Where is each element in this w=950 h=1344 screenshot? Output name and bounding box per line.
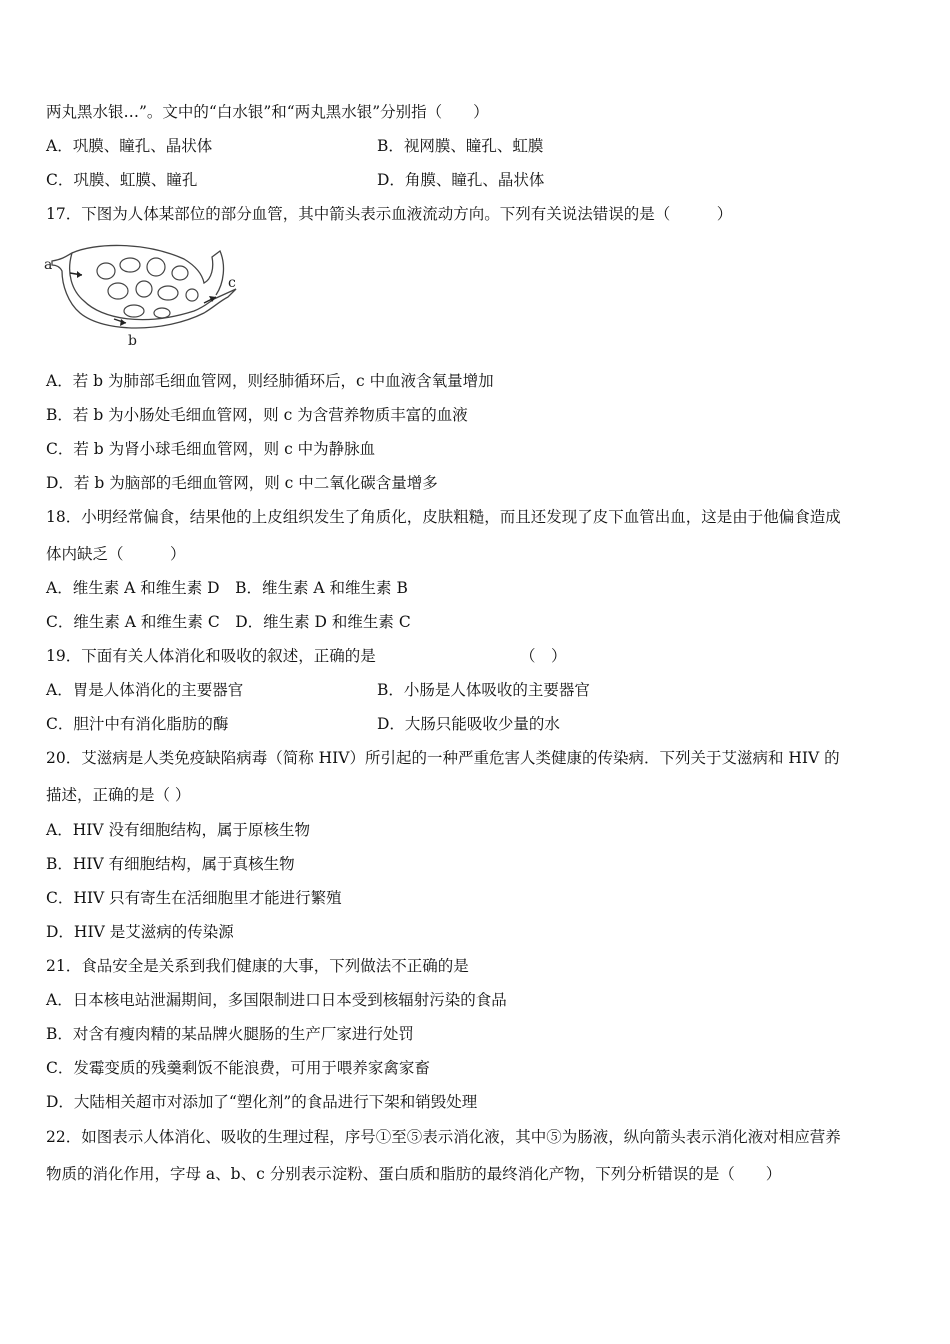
q19-option-a: A．胃是人体消化的主要器官 bbox=[46, 681, 244, 699]
q20-option-d: D．HIV 是艾滋病的传染源 bbox=[46, 923, 234, 941]
q16-option-b: B．视网膜、瞳孔、虹膜 bbox=[377, 137, 544, 155]
q20-option-c: C．HIV 只有寄生在活细胞里才能进行繁殖 bbox=[46, 889, 342, 907]
q21-option-b: B．对含有瘦肉精的某品牌火腿肠的生产厂家进行处罚 bbox=[46, 1025, 414, 1043]
q22-stem-line1: 22．如图表示人体消化、吸收的生理过程，序号①至⑤表示消化液，其中⑤为肠液，纵向箭头表示消化液对相应营养 bbox=[46, 1128, 841, 1146]
figure-label-c: c bbox=[228, 275, 236, 291]
q20-option-b: B．HIV 有细胞结构，属于真核生物 bbox=[46, 855, 295, 873]
q20-stem-line1: 20．艾滋病是人类免疫缺陷病毒（简称 HIV）所引起的一种严重危害人类健康的传染病．下列关于艾滋病和 HIV 的 bbox=[46, 749, 840, 767]
q21-option-a: A．日本核电站泄漏期间，多国限制进口日本受到核辐射污染的食品 bbox=[46, 991, 507, 1009]
figure-label-a: a bbox=[44, 257, 53, 273]
q18-options-cd: C．维生素 A 和维生素 C D．维生素 D 和维生素 C bbox=[46, 613, 411, 631]
q18-stem-line1: 18．小明经常偏食，结果他的上皮组织发生了角质化，皮肤粗糙，而且还发现了皮下血管出血，这是由于他偏食造成 bbox=[46, 508, 841, 526]
q19-stem: 19．下面有关人体消化和吸收的叙述，正确的是 bbox=[46, 647, 376, 665]
q17-option-a: A．若 b 为肺部毛细血管网，则经肺循环后，c 中血液含氧量增加 bbox=[46, 372, 494, 390]
q18-stem-line2: 体内缺乏（ ） bbox=[46, 545, 186, 563]
q19-option-d: D．大肠只能吸收少量的水 bbox=[377, 715, 560, 733]
q17-stem: 17．下图为人体某部位的部分血管，其中箭头表示血液流动方向。下列有关说法错误的是（ ） bbox=[46, 205, 733, 223]
q19-option-b: B．小肠是人体吸收的主要器官 bbox=[377, 681, 590, 699]
figure-label-b: b bbox=[128, 333, 137, 347]
q17-option-c: C．若 b 为肾小球毛细血管网，则 c 中为静脉血 bbox=[46, 440, 376, 458]
q21-stem: 21．食品安全是关系到我们健康的大事，下列做法不正确的是 bbox=[46, 957, 469, 975]
q16-stem: 两丸黑水银…”。文中的“白水银”和“两丸黑水银”分别指（ ） bbox=[46, 103, 489, 121]
q22-stem-line2: 物质的消化作用，字母 a、b、c 分别表示淀粉、蛋白质和脂肪的最终消化产物，下列分析错误的是（ ） bbox=[46, 1165, 782, 1183]
q20-stem-line2: 描述，正确的是（ ） bbox=[46, 786, 191, 804]
q21-option-d: D．大陆相关超市对添加了“塑化剂”的食品进行下架和销毁处理 bbox=[46, 1093, 478, 1111]
q21-option-c: C．发霉变质的残羹剩饭不能浪费，可用于喂养家禽家畜 bbox=[46, 1059, 430, 1077]
q18-options-ab: A．维生素 A 和维生素 D B．维生素 A 和维生素 B bbox=[46, 579, 408, 597]
q19-answer-paren: （ ） bbox=[520, 647, 567, 665]
q16-option-a: A．巩膜、瞳孔、晶状体 bbox=[46, 137, 213, 155]
capillary-network-diagram bbox=[44, 243, 244, 347]
q17-option-b: B．若 b 为小肠处毛细血管网，则 c 为含营养物质丰富的血液 bbox=[46, 406, 468, 424]
q17-option-d: D．若 b 为脑部的毛细血管网，则 c 中二氧化碳含量增多 bbox=[46, 474, 438, 492]
q19-option-c: C．胆汁中有消化脂肪的酶 bbox=[46, 715, 229, 733]
q20-option-a: A．HIV 没有细胞结构，属于原核生物 bbox=[46, 821, 310, 839]
q16-option-d: D．角膜、瞳孔、晶状体 bbox=[377, 171, 545, 189]
q16-option-c: C．巩膜、虹膜、瞳孔 bbox=[46, 171, 198, 189]
